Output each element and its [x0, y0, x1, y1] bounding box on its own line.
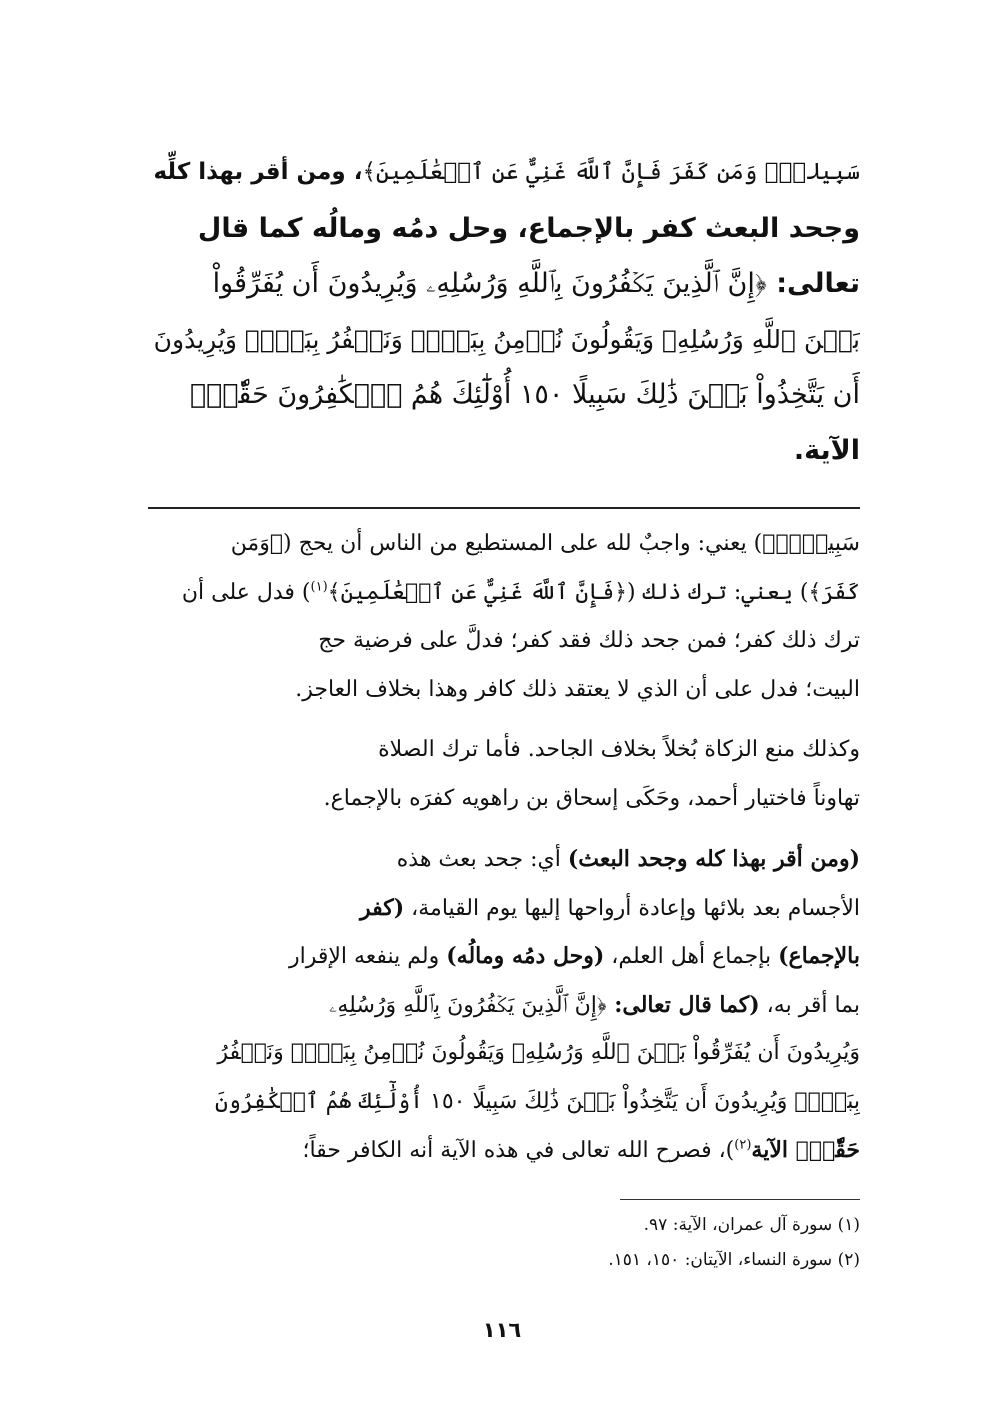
main-text-line [148, 201, 860, 257]
main-text-line [148, 312, 860, 368]
commentary-paragraph [148, 835, 860, 1175]
text-segment: بما أقر به، [759, 992, 860, 1018]
main-text-line [148, 145, 860, 201]
text-segment: أي: جحد بعث هذه [396, 847, 568, 872]
footnote-marker: (٢) [734, 1137, 752, 1153]
text-segment: تعالى: [766, 268, 860, 299]
text-segment: ﴿إِنَّ ٱلَّذِينَ يَكۡفُرُونَ بِٱللَّهِ وَرُسُلِهِۦ وَيُرِيدُونَ أَن يُفَرِّقُواْ [212, 268, 767, 299]
commentary-line [148, 835, 860, 884]
main-text-line [148, 423, 860, 479]
text-segment: )، فصرح الله تعالى في هذه الآية أنه الكافر حقاً؛ [302, 1138, 735, 1163]
footnote-2: (٢) سورة النساء، الآيتان: ١٥٠، ١٥١. [608, 1250, 860, 1270]
text-segment: (وحل دمُه ومالُه) [446, 943, 605, 969]
commentary-line [148, 1126, 860, 1175]
text-segment: تهاوناً فاختيار أحمد، وحَكَى إسحاق بن راهويه كفرَه بالإجماع. [323, 785, 860, 811]
commentary-line [148, 726, 860, 775]
main-text [148, 145, 860, 478]
text-segment: ﴿إِنَّ ٱلَّذِينَ يَكۡفُرُونَ بِٱللَّهِ وَرُسُلِهِۦ [329, 992, 607, 1018]
commentary-line [148, 775, 860, 824]
text-segment: وَيُرِيدُونَ أَن يُفَرِّقُواْ بَيۡنَ ٱللَّهِ وَرُسُلِهِۦ وَيَقُولُونَ نُؤۡمِنُ بِبَعۡضٖ وَنَكۡفُرُ [217, 1040, 860, 1065]
footnotes [148, 1208, 860, 1278]
text-segment: ترك ذلك كفر؛ فمن جحد ذلك فقد كفر؛ فدلَّ على فرضية حج [318, 628, 860, 653]
main-text-line [148, 367, 860, 423]
commentary-line [148, 617, 860, 666]
text-segment: ، ومن أقر بهذا كلِّه [153, 159, 363, 185]
text-segment: بَيۡنَ ٱللَّهِ وَرُسُلِهِۦ وَيَقُولُونَ نُؤۡمِنُ بِبَعۡضٖ وَنَكۡفُرُ بِبَعۡضٖ وَيُرِيدُونَ [153, 324, 860, 354]
text-segment: (كفر [360, 894, 405, 921]
commentary-line [148, 520, 860, 569]
paragraph-gap [148, 714, 860, 726]
commentary-paragraph [148, 726, 860, 823]
text-segment: بِبَعۡضٖ وَيُرِيدُونَ أَن يَتَّخِذُواْ بَيۡنَ ذَٰلِكَ سَبِيلًا ١٥٠ أُوْلَٰٓئِكَ هُمُ ٱلۡكَٰفِرُونَ [215, 1088, 860, 1114]
commentary-block [148, 520, 860, 1175]
commentary-line [148, 569, 860, 618]
footnote-1: (١) سورة آل عمران، الآية: ٩٧. [643, 1215, 860, 1235]
text-segment: وجحد البعث كفر بالإجماع، وحل دمُه ومالُه كما قال [197, 212, 860, 244]
footnote-divider [620, 1199, 860, 1200]
commentary-line [148, 932, 860, 981]
text-segment: ولم ينفعه الإقرار [288, 944, 447, 969]
text-segment: (كما قال تعالى: [606, 991, 760, 1018]
text-segment: وكذلك منع الزكاة بُخلاً بخلاف الجاحد. فأما ترك الصلاة [378, 737, 860, 762]
text-segment: بالإجماع) [778, 943, 860, 969]
commentary-line [148, 1029, 860, 1078]
page-number: ١١٦ [482, 1318, 522, 1342]
commentary-line [148, 981, 860, 1030]
text-segment: (ومن أقر بهذا كله وجحد البعث) [567, 846, 860, 872]
text-segment: سَبِيلاًۚ﴾) يعني: واجبٌ لله على المستطيع من الناس أن يحج (﴿وَمَن [230, 531, 860, 556]
main-text-block [148, 145, 860, 478]
footnote-marker: (١) [310, 579, 328, 595]
commentary-paragraph [148, 520, 860, 714]
text-segment: كَفَرَ﴾) يعني: ترك ذلك (﴿فَإِنَّ ٱللَّهَ غَنِيٌّ عَنِ ٱلۡعَٰلَمِينَ﴾ [327, 579, 860, 605]
main-divider [148, 507, 860, 509]
paragraph-gap [148, 823, 860, 835]
commentary-line [148, 884, 860, 933]
text-segment: الأجسام بعد بلائها وإعادة أرواحها إليها يوم القيامة، [404, 895, 860, 921]
text-segment: ) فدل على أن [181, 579, 311, 605]
text-segment: سَبِيلاًۚ وَمَن كَفَرَ فَإِنَّ ٱللَّهَ غَنِيٌّ عَنِ ٱلۡعَٰلَمِينَ﴾ [362, 159, 860, 185]
commentary-line [148, 666, 860, 715]
commentary-line [148, 1078, 860, 1127]
text-segment: البيت؛ فدل على أن الذي لا يعتقد ذلك كافر وهذا بخلاف العاجز. [295, 676, 860, 702]
main-text-line [148, 256, 860, 312]
text-segment: بإجماع أهل العلم، [604, 944, 779, 969]
text-segment: حَقّٗاۚ﴾ الآية [751, 1137, 860, 1163]
text-segment: أَن يَتَّخِذُواْ بَيۡنَ ذَٰلِكَ سَبِيلًا ١٥٠ أُوْلَٰٓئِكَ هُمُ ٱلۡكَٰفِرُونَ حَقّٗاۚ﴾ [189, 379, 860, 410]
text-segment: الآية. [793, 434, 860, 466]
